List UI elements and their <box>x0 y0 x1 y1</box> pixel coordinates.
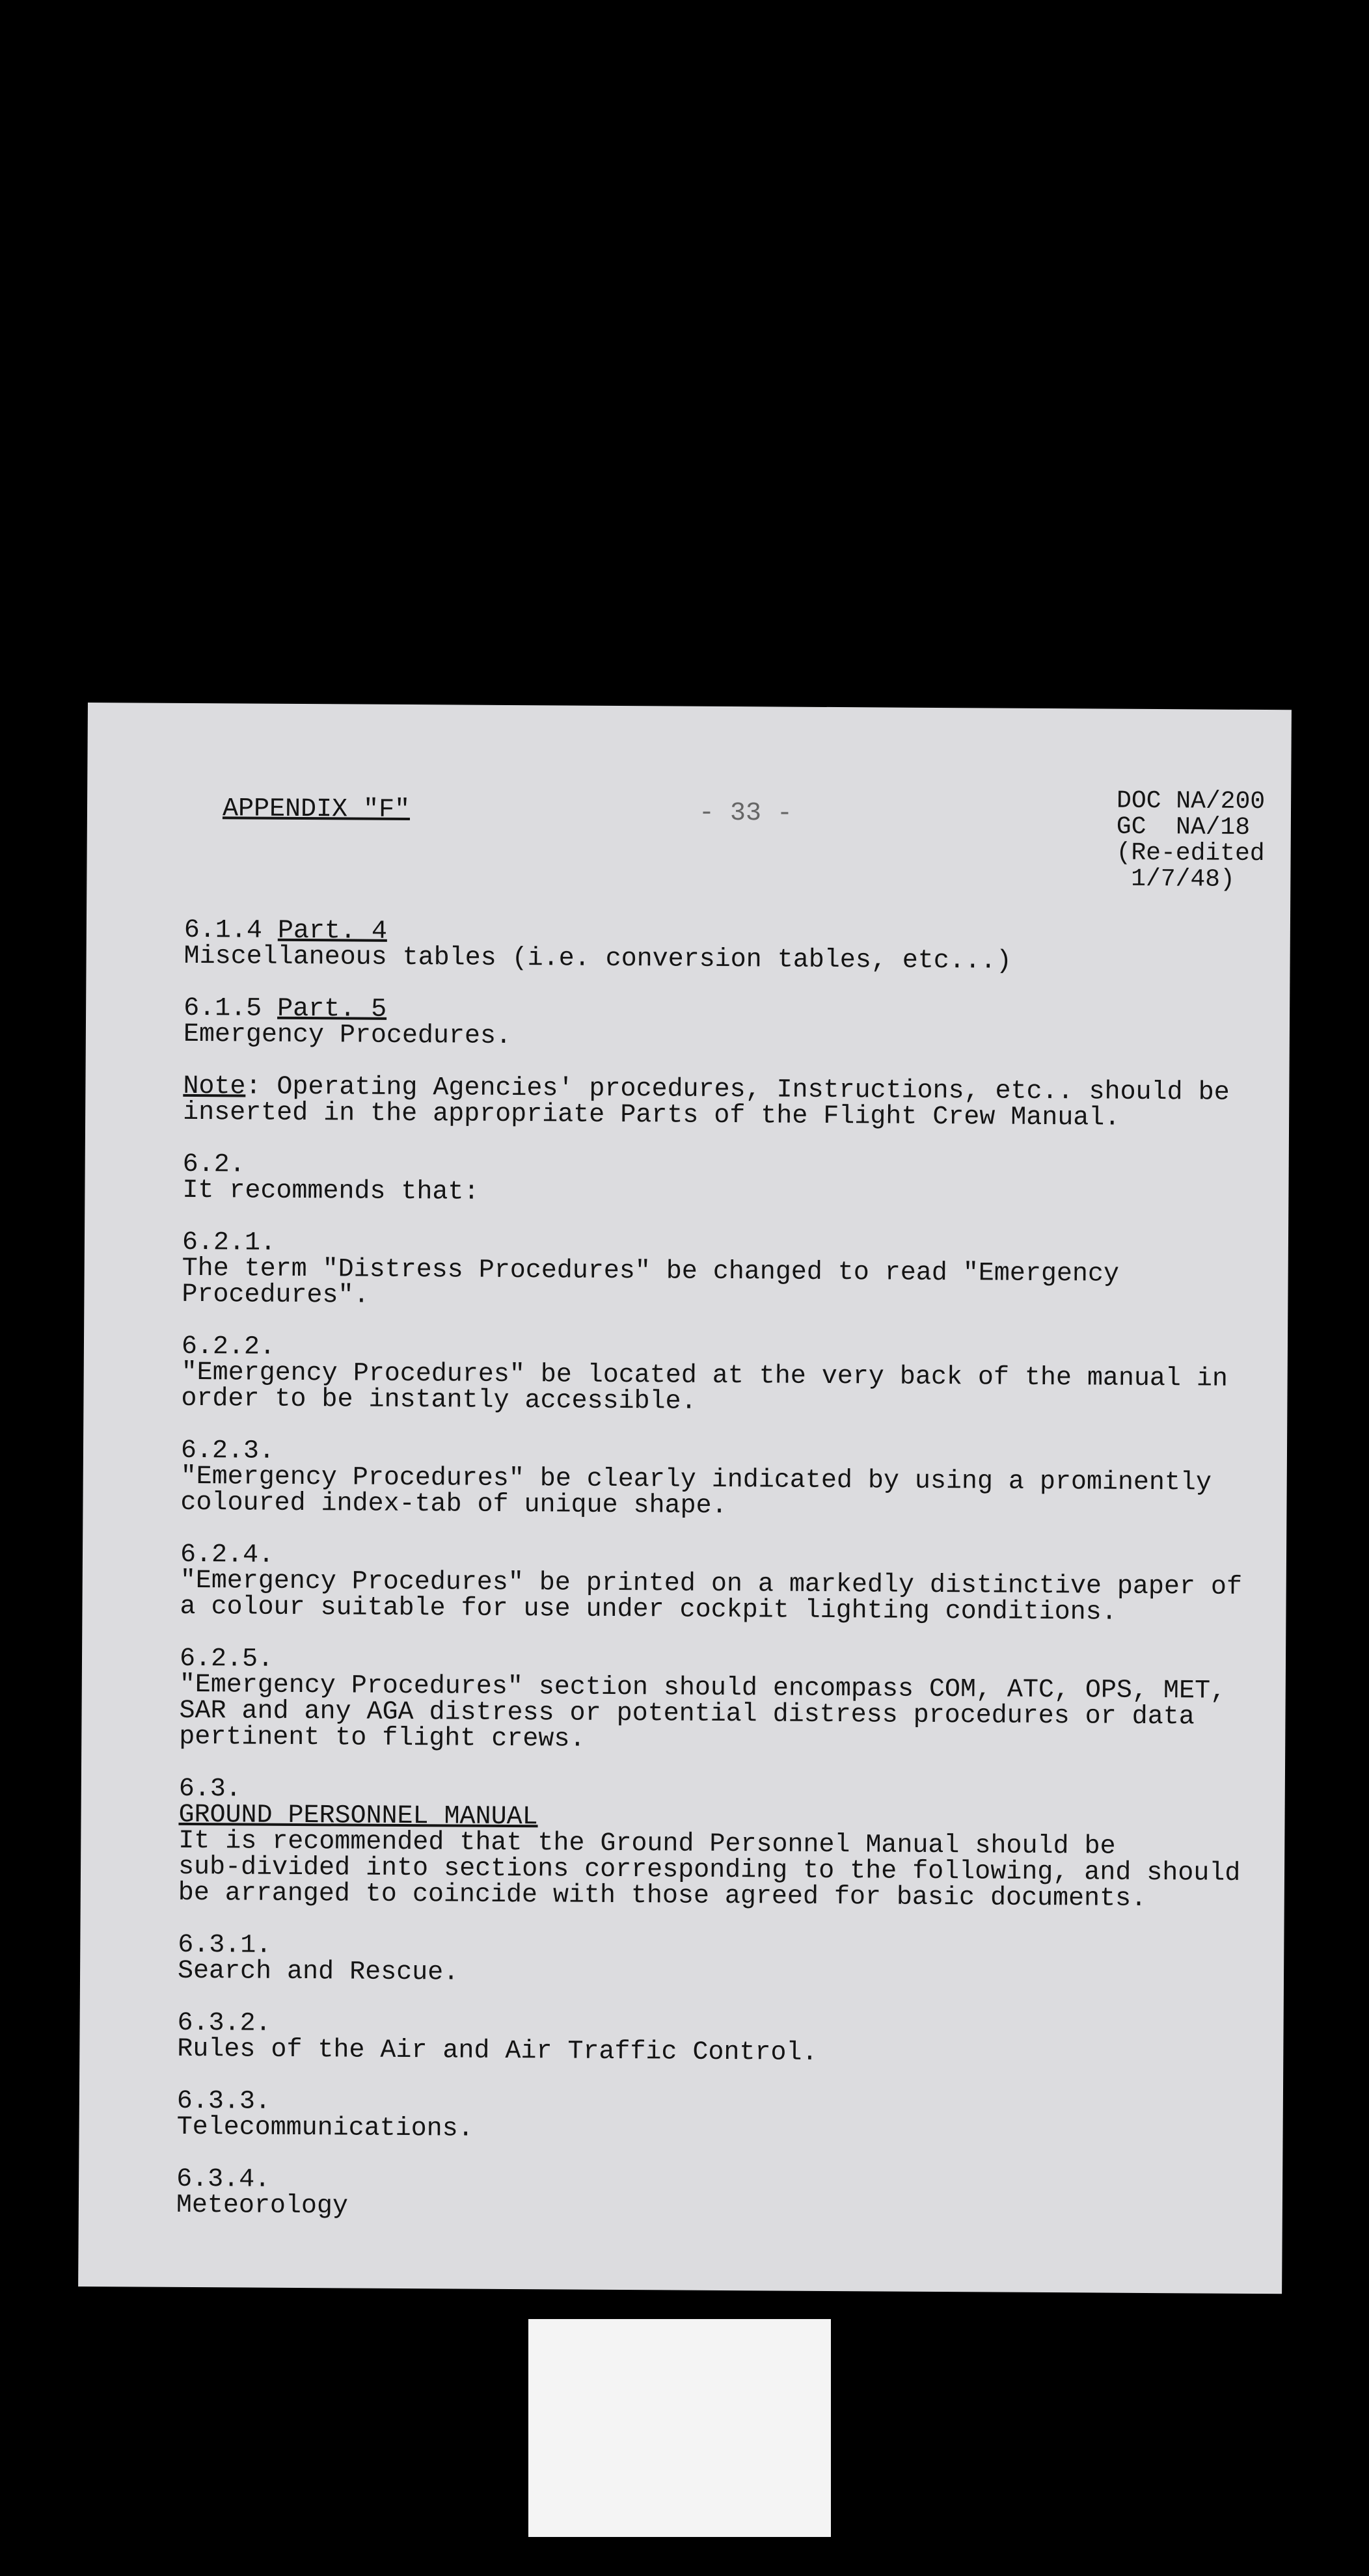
section-number: 6.3. <box>178 1774 241 1805</box>
section-6-2-4 <box>180 1542 1260 1627</box>
section-6-3-1 <box>177 1930 1258 1991</box>
document-reference <box>1116 788 1265 893</box>
section-number: 6.3.4. <box>176 2164 271 2195</box>
section-heading: GROUND PERSONNEL MANUAL <box>178 1800 538 1832</box>
section-number: 6.2.4. <box>180 1540 275 1570</box>
section-heading: Part. 5 <box>277 994 387 1025</box>
section-number: 6.2.2. <box>181 1332 276 1362</box>
section-number: 6.2.5. <box>179 1644 274 1674</box>
doc-ref-line: 1/7/48) <box>1116 865 1235 894</box>
section-6-2-5 <box>179 1646 1260 1757</box>
section-number: 6.3.1. <box>178 1930 272 1961</box>
section-heading: Part. 4 <box>277 916 388 946</box>
section-text: The term "Distress Procedures" be changed to read "Emergency <box>182 1254 1120 1289</box>
note-text: : Operating Agencies' procedures, Instructions, etc.. should be <box>245 1072 1230 1108</box>
note-line: inserted in the appropriate Parts of the Flight Crew Manual. <box>183 1097 1120 1133</box>
note-label: Note <box>183 1071 246 1102</box>
section-text: sub-divided into sections corresponding to the following, and should <box>178 1852 1241 1888</box>
section-6-2-1 <box>182 1230 1262 1315</box>
section-number: 6.3.3. <box>176 2086 271 2117</box>
section-number: 6.1.5 <box>183 993 278 1024</box>
section-number: 6.3.2. <box>177 2008 271 2039</box>
section-text: Rules of the Air and Air Traffic Control. <box>177 2034 818 2068</box>
note-block <box>183 1071 1263 1133</box>
section-6-3 <box>178 1774 1259 1914</box>
doc-ref-line: DOC NA/200 <box>1116 786 1266 816</box>
section-text: "Emergency Procedures" section should encompass COM, ATC, OPS, MET, <box>179 1670 1227 1706</box>
section-text: order to be instantly accessible. <box>181 1384 697 1417</box>
blank-card <box>528 2319 831 2537</box>
section-text: It recommends that: <box>182 1175 480 1207</box>
section-text: Meteorology <box>176 2190 349 2221</box>
section-text: coloured index-tab of unique shape. <box>180 1488 727 1522</box>
page-number: - 33 - <box>698 798 793 829</box>
section-6-1-5 <box>183 993 1264 1054</box>
section-6-3-4 <box>176 2164 1256 2225</box>
section-text: Miscellaneous tables (i.e. conversion tables, etc...) <box>183 941 1012 976</box>
section-6-2-3 <box>180 1438 1261 1523</box>
section-6-1-4 <box>183 915 1264 976</box>
section-6-3-2 <box>177 2008 1257 2069</box>
section-number: 6.2.3. <box>180 1436 275 1466</box>
section-text: a colour suitable for use under cockpit lighting conditions. <box>180 1592 1117 1628</box>
section-text: Telecommunications. <box>176 2112 474 2144</box>
section-6-2 <box>182 1149 1262 1211</box>
section-number: 6.2. <box>182 1149 245 1180</box>
doc-ref-line: (Re-edited <box>1116 839 1265 868</box>
section-text: "Emergency Procedures" be printed on a markedly distinctive paper of <box>180 1566 1243 1602</box>
section-number: 6.1.4 <box>183 915 278 946</box>
doc-ref-line: GC NA/18 <box>1116 812 1251 842</box>
section-text: SAR and any AGA distress or potential distress procedures or data <box>179 1696 1195 1732</box>
section-text: pertinent to flight crews. <box>179 1722 586 1754</box>
section-text: "Emergency Procedures" be clearly indicated by using a prominently <box>180 1462 1212 1498</box>
section-text: be arranged to coincide with those agreed for basic documents. <box>178 1878 1147 1914</box>
document-page <box>78 703 1292 2294</box>
appendix-title: APPENDIX "F" <box>222 794 411 825</box>
section-text: "Emergency Procedures" be located at the very back of the manual in <box>181 1358 1228 1394</box>
section-text: Emergency Procedures. <box>183 1019 512 1051</box>
document-body <box>176 915 1264 2251</box>
section-6-2-2 <box>181 1334 1262 1419</box>
section-number: 6.2.1. <box>182 1228 277 1258</box>
section-6-3-3 <box>176 2086 1256 2147</box>
section-text: Search and Rescue. <box>177 1956 459 1988</box>
section-text: It is recommended that the Ground Personnel Manual should be <box>178 1826 1116 1862</box>
section-text: Procedures". <box>182 1280 370 1311</box>
